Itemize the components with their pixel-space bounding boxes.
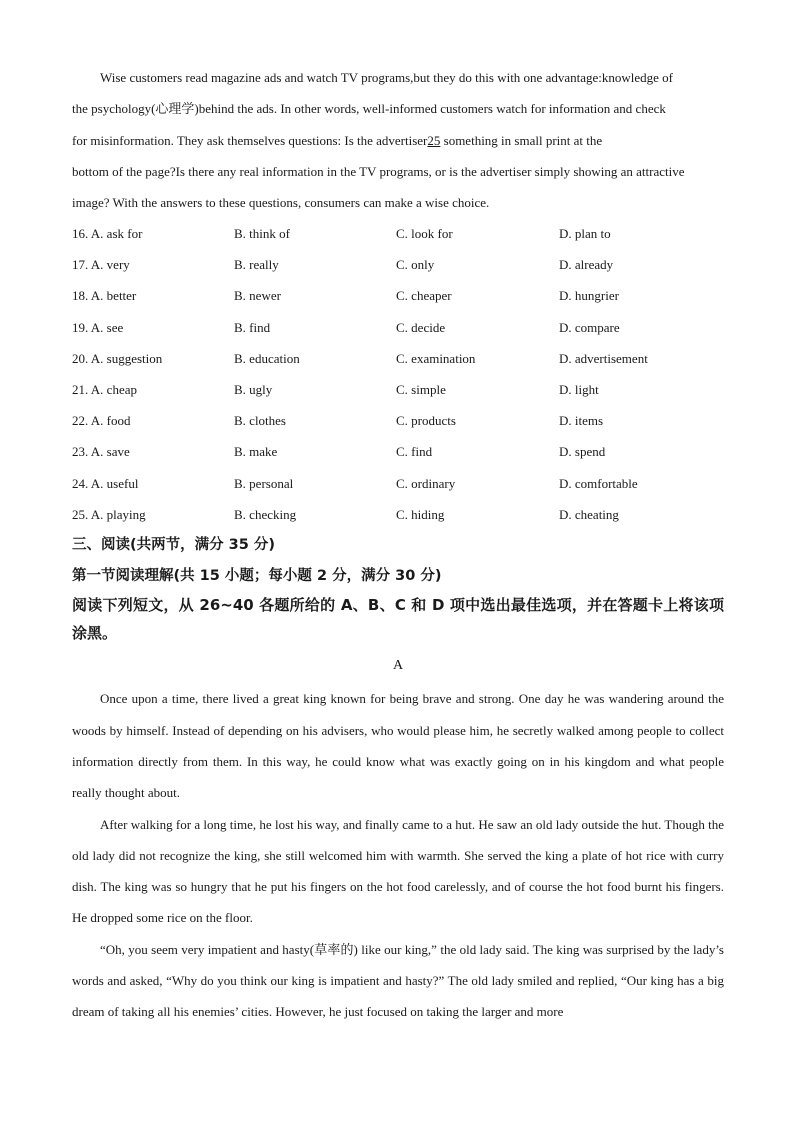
option-c: C. cheaper <box>396 288 452 304</box>
question-row <box>72 374 724 405</box>
option-a: 22. A. food <box>72 413 131 429</box>
option-c: C. ordinary <box>396 475 456 491</box>
section-heading: 三、阅读(共两节，满分 35 分) <box>72 537 276 554</box>
section-subheading: 第一节阅读理解(共 15 小题；每小题 2 分，满分 30 分) <box>72 567 442 584</box>
option-c: C. simple <box>396 382 446 398</box>
option-a: 18. A. better <box>72 288 137 304</box>
option-a: 20. A. suggestion <box>72 350 163 366</box>
option-a: 19. A. see <box>72 319 124 335</box>
option-b: B. newer <box>234 288 281 304</box>
option-d: D. hungrier <box>559 288 619 304</box>
section-instruction: 阅读下列短文，从 26~40 各题所给的 A、B、C 和 D 项中选出最佳选项，并在答题卡上将该项涂黑。 <box>72 596 724 643</box>
option-c: C. examination <box>396 350 476 366</box>
option-b: B. ugly <box>234 382 273 398</box>
question-row <box>72 406 724 437</box>
question-row <box>72 312 724 343</box>
option-c: C. products <box>396 413 456 429</box>
option-d: D. plan to <box>559 226 611 242</box>
passage-line: Wise customers read magazine ads and watch TV programs,but they do this with one advantage:knowledge of <box>100 70 674 85</box>
question-row <box>72 343 724 374</box>
option-d: D. cheating <box>559 506 619 522</box>
question-row <box>72 499 724 530</box>
option-b: B. personal <box>234 475 294 491</box>
option-c: C. find <box>396 444 433 460</box>
option-d: D. light <box>559 382 599 398</box>
passage-paragraph: Once upon a time, there lived a great king known for being brave and strong. One day he was wandering around the woods by himself. Instead of depending on his advisers, who would please him, he secretly walked among people to collect information directly from them. In this way, he could know what was exactly going on in his kingdom and what people really thought about. <box>72 691 724 801</box>
passage-line: the psychology(心理学)behind the ads. In other words, well-informed customers watch for information and check <box>72 101 666 117</box>
cloze-passage-ending <box>72 62 724 218</box>
exam-page <box>72 62 724 1028</box>
option-d: D. comfortable <box>559 475 638 491</box>
option-b: B. checking <box>234 506 297 522</box>
passage-title: A <box>392 658 404 674</box>
question-row <box>72 437 724 468</box>
question-row <box>72 250 724 281</box>
question-row <box>72 218 724 249</box>
passage-text: something in small print at the <box>440 132 603 148</box>
option-b: B. clothes <box>234 413 286 429</box>
option-a: 23. A. save <box>72 444 130 460</box>
option-d: D. spend <box>559 444 606 460</box>
option-c: C. decide <box>396 319 446 335</box>
passage-line: bottom of the page?Is there any real information in the TV programs, or is the advertiser simply showing an attractive <box>72 163 685 179</box>
option-a: 24. A. useful <box>72 475 139 491</box>
option-c: C. only <box>396 257 435 273</box>
passage-text: for misinformation. They ask themselves questions: Is the advertiser <box>72 132 428 148</box>
option-d: D. compare <box>559 319 620 335</box>
option-a: 16. A. ask for <box>72 226 143 242</box>
passage-paragraph: After walking for a long time, he lost his way, and finally came to a hut. He saw an old lady outside the hut. Though the old lady did not recognize the king, she still welcomed him with warmth. She served the king a plate of hot rice with curry dish. The king was so hungry that he put his fingers on the hot food carelessly, and of course the hot food burnt his fingers. He dropped some rice on the floor. <box>72 816 724 926</box>
option-c: C. hiding <box>396 506 445 522</box>
option-d: D. advertisement <box>559 350 648 366</box>
blank-25: 25 <box>427 132 441 148</box>
question-options <box>72 218 724 530</box>
option-a: 17. A. very <box>72 257 130 273</box>
option-d: D. items <box>559 413 604 429</box>
option-a: 25. A. playing <box>72 506 146 522</box>
question-row <box>72 468 724 499</box>
passage-paragraph: “Oh, you seem very impatient and hasty(草率的) like our king,” the old lady said. The king was surprised by the lady’s words and asked, “Why do you think our king is impatient and hasty?” The old lady smiled and replied, “Our king has a big dream of taking all his enemies’ cities. However, he just focused on taking the larger and more <box>72 941 724 1020</box>
option-d: D. already <box>559 257 614 273</box>
question-row <box>72 281 724 312</box>
option-b: B. find <box>234 319 271 335</box>
option-b: B. education <box>234 350 300 366</box>
option-a: 21. A. cheap <box>72 382 137 398</box>
option-c: C. look for <box>396 226 453 242</box>
option-b: B. think of <box>234 226 290 242</box>
passage-line: image? With the answers to these questions, consumers can make a wise choice. <box>72 195 490 211</box>
option-b: B. make <box>234 444 278 460</box>
passage-line <box>72 125 724 156</box>
option-b: B. really <box>234 257 279 273</box>
